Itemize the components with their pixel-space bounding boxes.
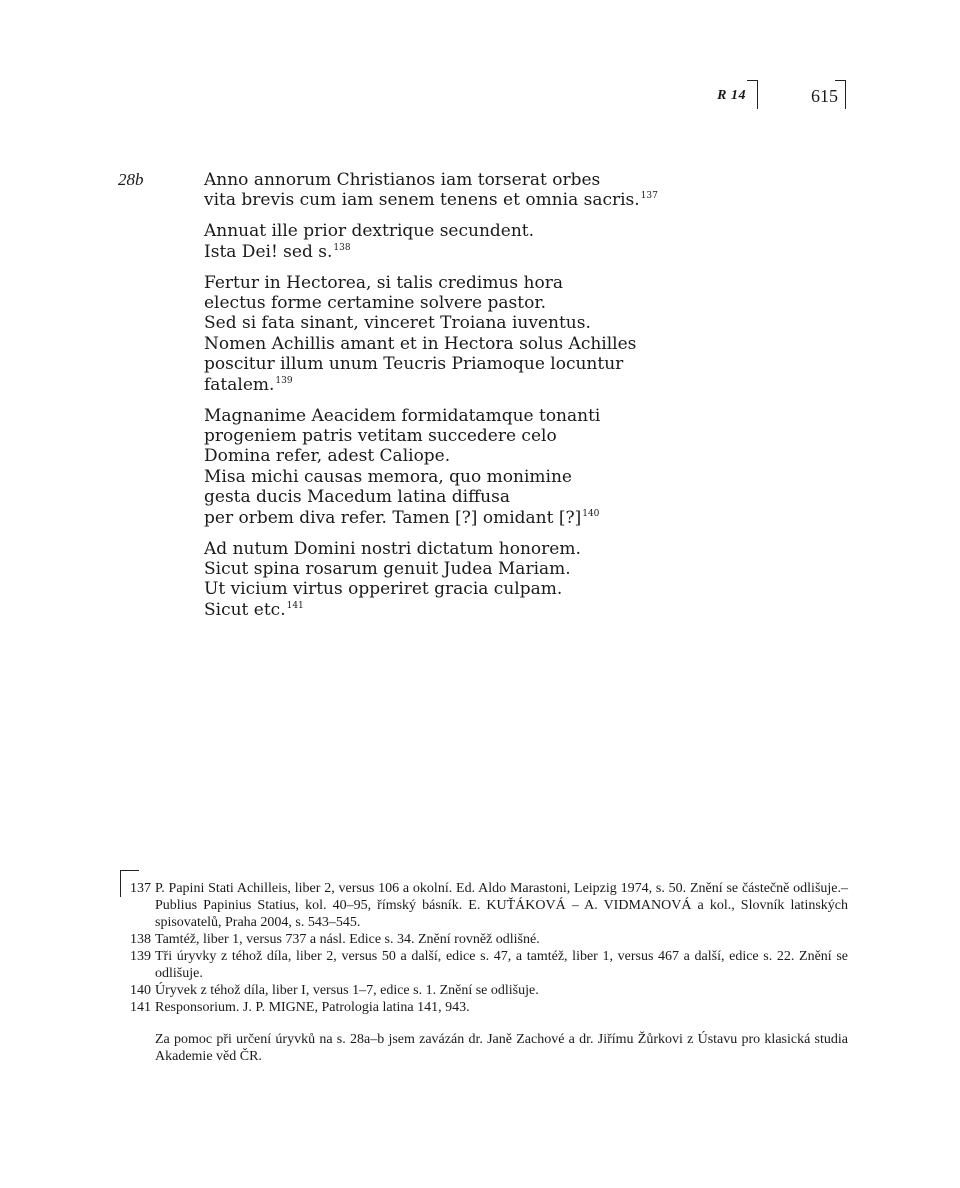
- verse-line: [204, 467, 824, 487]
- verse-line: [204, 313, 824, 333]
- footnote-reference[interactable]: 140: [582, 508, 600, 519]
- verse-line: [204, 600, 824, 620]
- verse-line: [204, 559, 824, 579]
- footnote-reference[interactable]: 137: [640, 191, 658, 202]
- footnote-reference[interactable]: 139: [275, 375, 293, 386]
- section-label: R 14: [717, 88, 746, 103]
- verse-line-text: Annuat ille prior dextrique secundent.: [204, 221, 535, 242]
- verse-line: [204, 539, 824, 559]
- verse-line: [204, 426, 824, 446]
- verse-line-text: electus forme certamine solvere pastor.: [204, 293, 546, 314]
- verse-line: [204, 508, 824, 528]
- verse-line: [204, 170, 824, 190]
- stanza: [204, 273, 824, 395]
- verse-line-text: Sicut spina rosarum genuit Judea Mariam.: [204, 558, 571, 579]
- verse-line-text: fatalem.: [204, 374, 275, 395]
- page-corner-mark: [835, 80, 846, 109]
- verse-line-text: Domina refer, adest Caliope.: [204, 446, 451, 467]
- verse-text: [204, 170, 824, 631]
- footnotes: [120, 880, 848, 1065]
- acknowledgement: Za pomoc při určení úryvků na s. 28a–b jsem zavázán dr. Janě Zachové a dr. Jiřímu Žůrkovi z Ústavu pro klasická studia Akademie věd ČR.: [155, 1032, 848, 1064]
- verse-line: [204, 190, 824, 210]
- verse-line-text: Ista Dei! sed s.: [204, 241, 333, 262]
- footnote-reference[interactable]: 138: [333, 242, 351, 253]
- footnote-item: [120, 999, 848, 1016]
- header-corner-mark: [747, 80, 758, 109]
- footnote-reference[interactable]: 141: [286, 600, 304, 611]
- page-number: 615: [811, 86, 838, 106]
- verse-line: [204, 446, 824, 466]
- footnote-text: Responsorium. J. P. MIGNE, Patrologia latina 141, 943.: [155, 1000, 470, 1015]
- verse-line-text: Magnanime Aeacidem formidatamque tonanti: [204, 405, 601, 426]
- verse-line: [204, 406, 824, 426]
- footnote-item: [120, 982, 848, 999]
- footnote-number: 137: [130, 881, 151, 896]
- verse-line-text: Nomen Achillis amant et in Hectora solus Achilles: [204, 333, 637, 354]
- verse-line: [204, 375, 824, 395]
- verse-line-text: Sed si fata sinant, vinceret Troiana iuventus.: [204, 313, 591, 334]
- footnote-text: Tamtéž, liber 1, versus 737 a násl. Edice s. 34. Znění rovněž odlišné.: [155, 932, 540, 947]
- verse-line-text: vita brevis cum iam senem tenens et omnia sacris.: [204, 190, 640, 211]
- verse-line: [204, 334, 824, 354]
- stanza: [204, 406, 824, 528]
- verse-line-text: Anno annorum Christianos iam torserat orbes: [204, 170, 601, 190]
- verse-line-text: per orbem diva refer. Tamen [?] omidant [?]: [204, 507, 582, 528]
- verse-line-text: Fertur in Hectorea, si talis credimus hora: [204, 272, 563, 293]
- running-header-section: [700, 88, 758, 108]
- verse-line-text: progeniem patris vetitam succedere celo: [204, 425, 557, 446]
- verse-line: [204, 487, 824, 507]
- margin-folio-label: 28b: [118, 170, 144, 189]
- footnote-number: 139: [130, 949, 151, 964]
- footnote-text: Tři úryvky z téhož díla, liber 2, versus 50 a další, edice s. 47, a tamtéž, liber 1, versus 467 a další, edice s. 22. Znění se odlišuje.: [155, 949, 848, 981]
- footnote-item: [120, 880, 848, 931]
- footnote-list: [120, 880, 848, 1016]
- verse-line-text: Ad nutum Domini nostri dictatum honorem.: [204, 538, 581, 559]
- verse-line-text: Ut vicium virtus opperiret gracia culpam.: [204, 579, 563, 600]
- footnote-number: 138: [130, 932, 151, 947]
- verse-line-text: poscitur illum unum Teucris Priamoque locuntur: [204, 354, 624, 375]
- footnote-number: 140: [130, 983, 151, 998]
- stanza: [204, 539, 824, 621]
- verse-line-text: Misa michi causas memora, quo monimine: [204, 466, 572, 487]
- footnote-number: 141: [130, 1000, 151, 1015]
- footnote-text: P. Papini Stati Achilleis, liber 2, versus 106 a okolní. Ed. Aldo Marastoni, Leipzig 1974, s. 50. Znění se částečně odlišuje.– Publius Papinius Statius, kol. 40–95, římský básník. E. KUŤÁKOVÁ – A. VIDMANOVÁ a kol., Slovník latinských spisovatelů, Praha 2004, s. 543–545.: [155, 881, 848, 930]
- verse-line: [204, 273, 824, 293]
- footnote-item: [120, 931, 848, 948]
- footnote-item: [120, 948, 848, 982]
- verse-line-text: gesta ducis Macedum latina diffusa: [204, 487, 510, 508]
- verse-line: [204, 579, 824, 599]
- verse-line: [204, 242, 824, 262]
- verse-line-text: Sicut etc.: [204, 599, 286, 620]
- verse-line: [204, 221, 824, 241]
- verse-line: [204, 354, 824, 374]
- stanza: [204, 170, 824, 211]
- stanza: [204, 221, 824, 262]
- running-header-page: [800, 80, 846, 108]
- footnote-text: Úryvek z téhož díla, liber I, versus 1–7, edice s. 1. Znění se odlišuje.: [155, 983, 539, 998]
- verse-line: [204, 293, 824, 313]
